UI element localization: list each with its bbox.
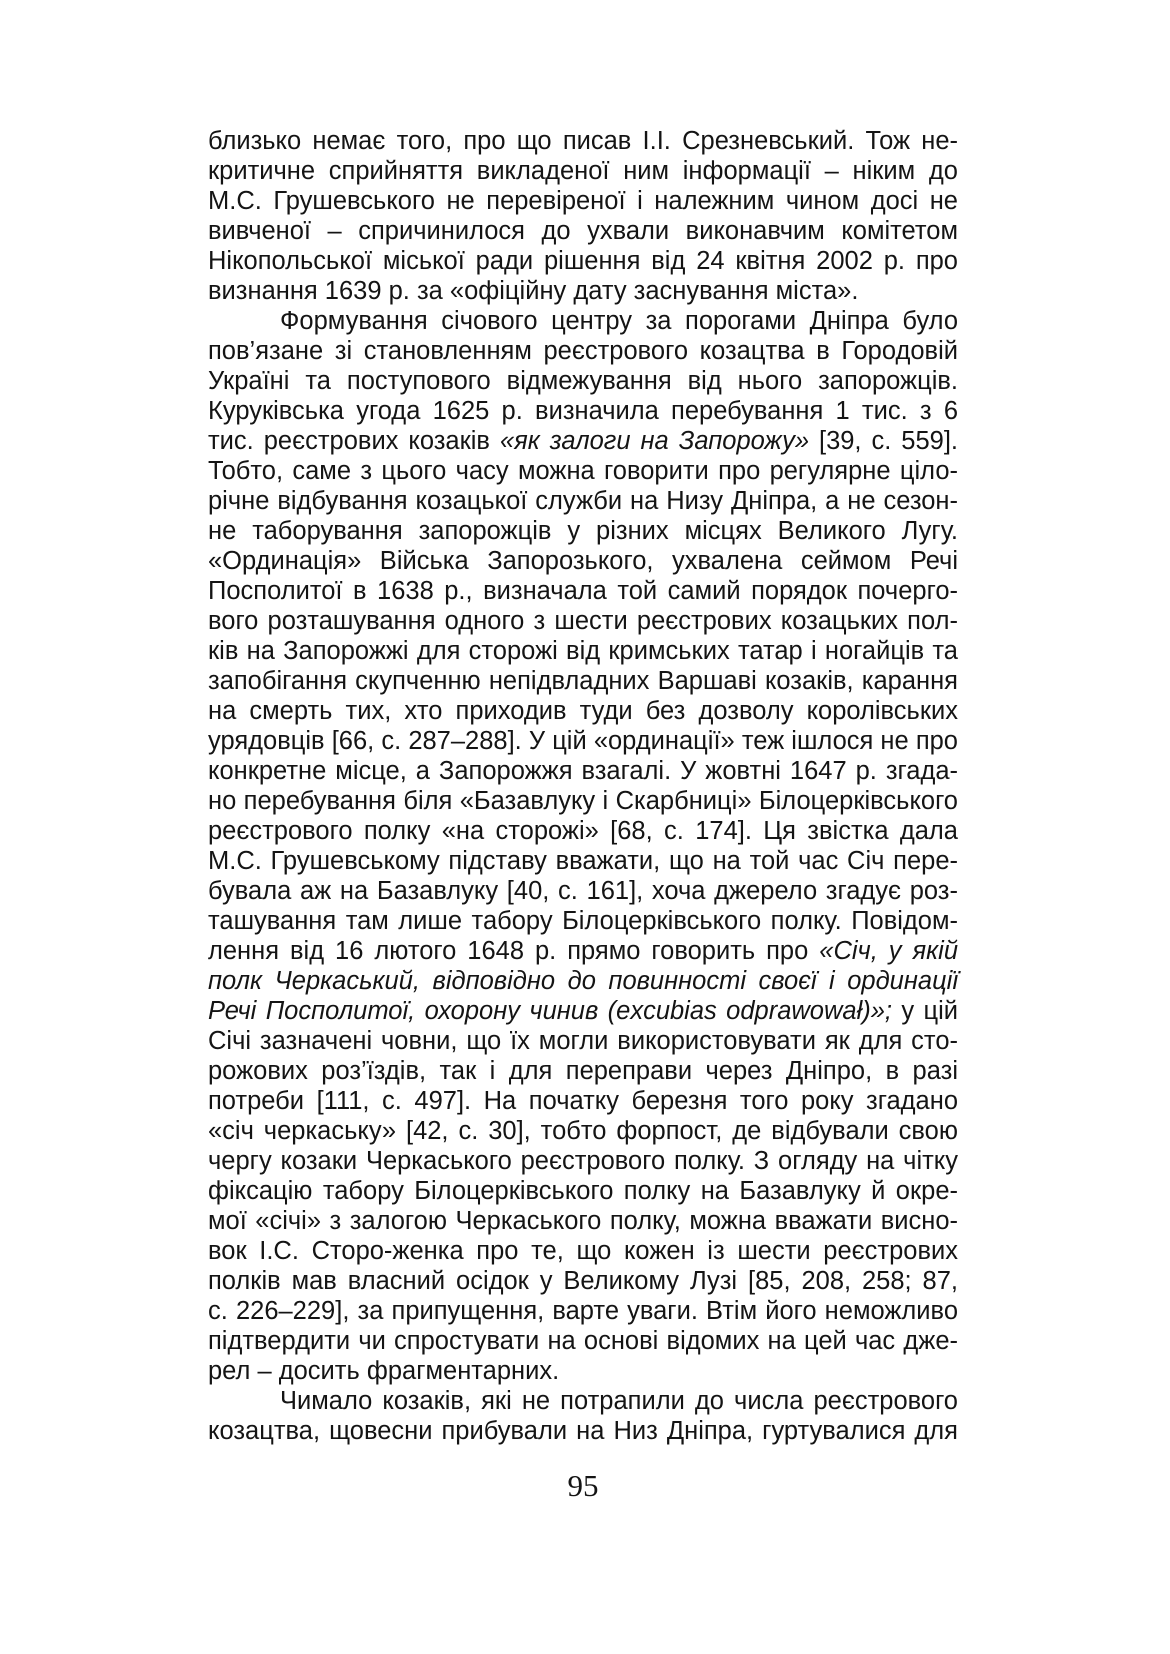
- italic-text-run: «Січ, у якій: [819, 937, 958, 965]
- text-run: не таборування запорожців у різних місцях Великого Лугу.: [208, 517, 958, 545]
- text-line: [208, 426, 958, 456]
- text-line: [208, 816, 958, 846]
- text-run: на смерть тих, хто приходив туди без дозволу королівських: [208, 697, 958, 725]
- italic-text-run: «як залоги на Запорожу»: [499, 427, 810, 455]
- text-line: [208, 936, 958, 966]
- text-run: визнання 1639 р. за «офіційну дату заснування міста».: [208, 277, 859, 305]
- text-run: Посполитої в 1638 р., визначала той самий порядок почерго-: [208, 577, 958, 605]
- text-block: [208, 126, 958, 1446]
- text-run: лення від 16 лютого 1648 р. прямо говорить про: [208, 937, 820, 965]
- text-line: [208, 1146, 958, 1176]
- text-line: [208, 606, 958, 636]
- text-run: рел – досить фрагментарних.: [208, 1357, 560, 1385]
- text-line: [208, 396, 958, 426]
- text-run: бувала аж на Базавлуку [40, с. 161], хоча джерело згадує роз-: [208, 877, 958, 905]
- text-run: Чимало козаків, які не потрапили до числа реєстрового: [280, 1387, 958, 1415]
- text-run: [39, с. 559].: [809, 427, 958, 455]
- text-line: [208, 726, 958, 756]
- text-run: чергу козаки Черкаського реєстрового полку. З огляду на чітку: [208, 1147, 958, 1175]
- text-line: [208, 246, 958, 276]
- text-run: Формування січового центру за порогами Дніпра було: [280, 307, 958, 335]
- text-line: [208, 1206, 958, 1236]
- text-run: но перебування біля «Базавлуку і Скарбниці» Білоцерківського: [208, 787, 958, 815]
- text-run: фіксацію табору Білоцерківського полку на Базавлуку й окре-: [208, 1177, 958, 1205]
- text-line: [208, 696, 958, 726]
- text-run: вок І.С. Сторо-женка про те, що кожен із шести реєстрових: [208, 1237, 958, 1265]
- text-run: річне відбування козацької служби на Низу Дніпра, а не сезон-: [208, 487, 958, 515]
- text-line: [208, 1296, 958, 1326]
- text-line: [208, 1326, 958, 1356]
- text-line: [208, 1026, 958, 1056]
- text-line: [208, 1266, 958, 1296]
- text-run: козацтва, щовесни прибували на Низ Дніпра, гуртувалися для: [208, 1417, 958, 1445]
- text-run: с. 226–229], за припущення, варте уваги. Втім його неможливо: [208, 1297, 958, 1325]
- text-run: «Ординація» Війська Запорозького, ухвалена сеймом Речі: [208, 547, 958, 575]
- text-line: [208, 516, 958, 546]
- italic-text-run: Речі Посполитої, охорону чинив (excubias odprawował)»;: [208, 997, 892, 1025]
- text-run: мої «січі» з залогою Черкаського полку, можна вважати висно-: [208, 1207, 958, 1235]
- text-line: [208, 876, 958, 906]
- text-run: конкретне місце, а Запорожжя взагалі. У жовтні 1647 р. згада-: [208, 757, 958, 785]
- text-run: «січ черкаську» [42, с. 30], тобто форпост, де відбували свою: [208, 1117, 958, 1145]
- text-run: близько немає того, про що писав І.І. Срезневський. Тож не-: [208, 127, 958, 155]
- text-line: [208, 366, 958, 396]
- text-line: [208, 906, 958, 936]
- text-line: [208, 186, 958, 216]
- text-line: [208, 786, 958, 816]
- text-line: [208, 996, 958, 1026]
- text-run: вого розташування одного з шести реєстрових козацьких пол-: [208, 607, 958, 635]
- text-line: [208, 1356, 958, 1386]
- text-line: [208, 546, 958, 576]
- text-line: [208, 1236, 958, 1266]
- text-line: [208, 636, 958, 666]
- text-run: полків мав власний осідок у Великому Лузі [85, 208, 258; 87,: [208, 1267, 958, 1295]
- page-number: 95: [567, 1468, 599, 1503]
- text-line: [208, 1386, 958, 1416]
- text-line: [208, 756, 958, 786]
- text-line: [208, 216, 958, 246]
- text-run: запобігання скупченню непідвладних Варшаві козаків, карання: [208, 667, 958, 695]
- text-run: критичне сприйняття викладеної ним інформації – ніким до: [208, 157, 958, 185]
- text-run: урядовців [66, с. 287–288]. У цій «ординації» теж ішлося не про: [208, 727, 958, 755]
- text-run: у цій: [892, 997, 959, 1025]
- text-run: Січі зазначені човни, що їх могли використовувати як для сто-: [208, 1027, 958, 1055]
- text-line: [208, 276, 958, 306]
- text-run: тис. реєстрових козаків: [208, 427, 500, 455]
- text-run: потреби [111, с. 497]. На початку березня того року згадано: [208, 1087, 958, 1115]
- text-line: [208, 1176, 958, 1206]
- text-line: [208, 156, 958, 186]
- text-line: [208, 486, 958, 516]
- text-line: [208, 1086, 958, 1116]
- text-run: вивченої – спричинилося до ухвали виконавчим комітетом: [208, 217, 958, 245]
- text-line: [208, 576, 958, 606]
- text-line: [208, 1116, 958, 1146]
- text-run: М.С. Грушевського не перевіреної і належним чином досі не: [208, 187, 958, 215]
- text-line: [208, 306, 958, 336]
- text-run: Україні та поступового відмежування від нього запорожців.: [208, 367, 958, 395]
- text-line: [208, 456, 958, 486]
- text-run: Куруківська угода 1625 р. визначила перебування 1 тис. з 6: [208, 397, 958, 425]
- text-line: [208, 336, 958, 366]
- text-run: М.С. Грушевському підставу вважати, що на той час Січ пере-: [208, 847, 958, 875]
- text-line: [208, 1056, 958, 1086]
- text-run: підтвердити чи спростувати на основі відомих на цей час дже-: [208, 1327, 958, 1355]
- text-line: [208, 126, 958, 156]
- text-run: реєстрового полку «на сторожі» [68, с. 174]. Ця звістка дала: [208, 817, 958, 845]
- text-line: [208, 1416, 958, 1446]
- text-run: Нікопольської міської ради рішення від 24 квітня 2002 р. про: [208, 247, 958, 275]
- text-run: ташування там лише табору Білоцерківського полку. Повідом-: [208, 907, 958, 935]
- text-line: [208, 966, 958, 996]
- text-run: Тобто, саме з цього часу можна говорити про регулярне ціло-: [208, 457, 958, 485]
- text-line: [208, 846, 958, 876]
- text-run: рожових роз’їздів, так і для переправи через Дніпро, в разі: [208, 1057, 958, 1085]
- text-run: ків на Запорожжі для сторожі від кримських татар і ногайців та: [208, 637, 958, 665]
- italic-text-run: полк Черкаський, відповідно до повинності своєї і ординації: [208, 967, 958, 995]
- text-line: [208, 666, 958, 696]
- text-run: пов’язане зі становленням реєстрового козацтва в Городовій: [208, 337, 958, 365]
